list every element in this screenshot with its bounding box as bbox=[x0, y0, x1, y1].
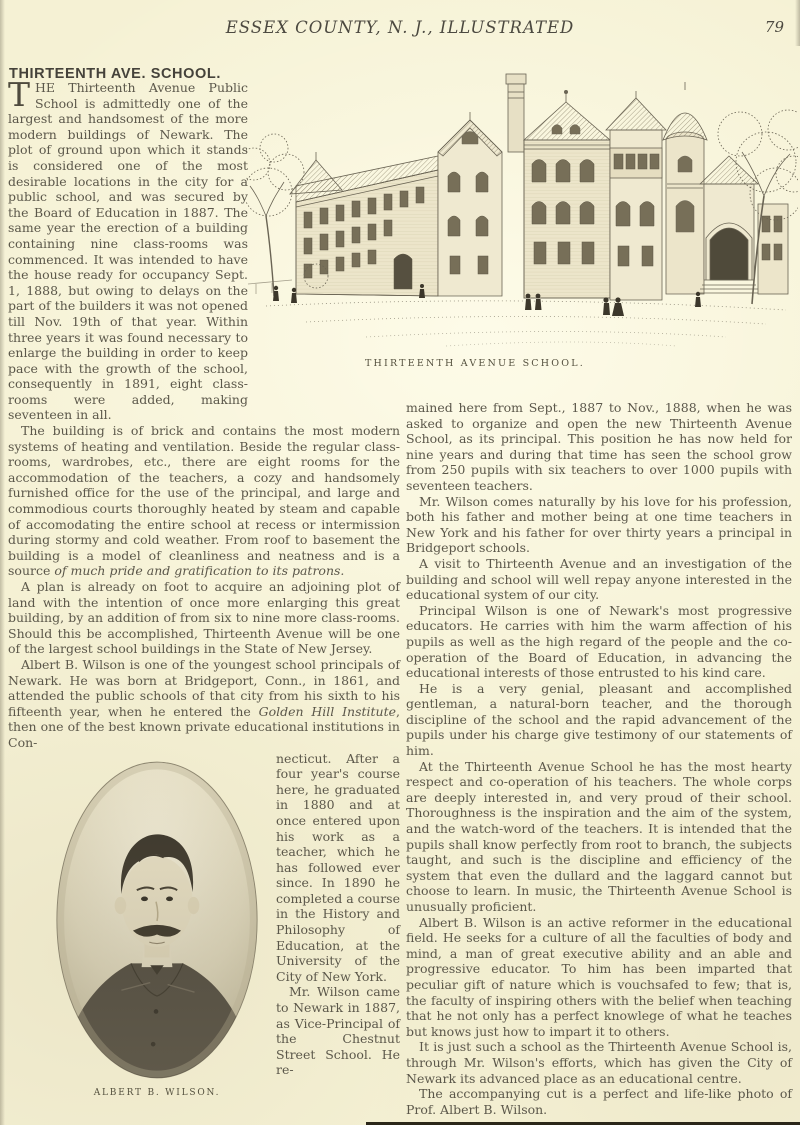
intro-text: HE Thirteenth Avenue Public School is admittedly one of the largest and handsomest of the more modern buildings of Newark. The plot of ground upon which it stands is considered one of the most desirable locations in the city for a public school, and was secured by the Board of Education in 1887. The same year the erection of a building containing nine class-rooms was commenced. It was intended to have the house ready for occupancy Sept. 1, 1888, but owing to delays on the part of the builders it was not opened till Nov. 19th of that year. Within three years it was found necessary to enlarge the building in order to keep pace with the growth of the school, consequently in 1891, eight class-rooms were added, making seventeen in all. bbox=[8, 80, 248, 423]
running-head-title: ESSEX COUNTY, N. J., ILLUSTRATED bbox=[225, 18, 575, 37]
page-number: 79 bbox=[764, 18, 784, 36]
building-paragraph-text: The building is of brick and contains the most modern systems of heating and ventilation. Beside the regular class-rooms, wardrobes, etc., there are eight rooms for the accommodation of the teachers, a cozy and handsomely furnished office for the use of the principal, and large and commodious courts thoroughly heated by steam and capable of accomodating the entire school at recess or intermission during stormy and cold weather. From roof to basement the building is a model of cleanliness and neatness and is a source bbox=[8, 423, 400, 579]
right-paragraph-6: At the Thirteenth Avenue School he has the most hearty respect and co-operation of his teachers. The whole corps are deeply interested in, and very proud of their school. Thoroughness is the inspiration and the aim of the system, and the watch-word of the teachers. It is intended that the pupils shall know perfectly from root to branch, the subjects taught, and such is the discipline and efficiency of the system that even the dullard and the laggard cannot but choose to learn. In music, the Thirteenth Avenue School is unusually proficient. bbox=[406, 758, 792, 914]
page-left-edge-shadow bbox=[0, 0, 5, 1125]
right-paragraph-9: The accompanying cut is a perfect and life-like photo of Prof. Albert B. Wilson. bbox=[406, 1086, 792, 1117]
portrait-photo bbox=[54, 759, 260, 1081]
illustration-spacer bbox=[248, 80, 400, 402]
right-paragraph-1: mained here from Sept., 1887 to Nov., 1888, when he was asked to organize and open the new Thirteenth Avenue School, as its principal. This position he has now held for nine years and during that time has seen the school grow from 250 pupils with six teachers to over 1000 pupils with seventeen teachers. bbox=[406, 400, 792, 493]
wilson-paragraph-italic: Golden Hill Institute bbox=[258, 703, 397, 719]
article-heading: THIRTEENTH AVE. SCHOOL. bbox=[9, 66, 221, 83]
wilson-paragraph-text-2: , then one of the best known private educational institutions in Con- bbox=[8, 703, 400, 750]
plan-paragraph: A plan is already on foot to acquire an adjoining plot of land with the intention of once more enlarging this great building, by an addition of from six to nine more class-rooms. Should this be accomplished, Thirteenth Avenue will be one of the largest school buildings in the State of New Jersey. bbox=[8, 579, 400, 657]
wrap-paragraph-1: necticut. After a four year's course here, he graduated in 1880 and at once entered upon his work as a teacher, which he has followed ever since. In 1890 he completed a course in the History and Philosophy of Education, at the University of the City of New York. bbox=[276, 750, 400, 984]
right-paragraph-3: A visit to Thirteenth Avenue and an investigation of the building and school will well repay anyone interested in the educational system of our city. bbox=[406, 555, 792, 603]
right-paragraph-2: Mr. Wilson comes naturally by his love for his profession, both his father and mother being at one time teachers in New York and his father for over thirty years a principal in Bridgeport schools. bbox=[406, 493, 792, 556]
right-paragraph-5: He is a very genial, pleasant and accomplished gentleman, a natural-born teacher, and the thorough discipline of the school and the rapid advancement of the pupils under his charge give testimony of our statements of him. bbox=[406, 680, 792, 759]
right-paragraph-4: Principal Wilson is one of Newark's most progressive educators. He carries with him the warm affection of his pupils as well as the high regard of the people and the co-operation of the Board of Education, in advancing the educational interests of those entrusted to his kind care. bbox=[406, 602, 792, 681]
wilson-paragraph-text: Albert B. Wilson is one of the youngest school principals of Newark. He was born at Bridgeport, Conn., in 1861, and attended the public schools of that city from his sixth to his fifteenth year, when he entered the bbox=[8, 656, 400, 719]
wilson-paragraph bbox=[8, 657, 400, 751]
left-column bbox=[8, 75, 400, 1101]
building-paragraph bbox=[8, 423, 400, 579]
right-paragraph-7: Albert B. Wilson is an active reformer in the educational field. He seeks for a culture of all the faculties of body and mind, a man of great executive ability and an able and progressive educator. To him has been imparted that peculiar gift of nature which is vouchsafed to few; that is, the faculty of inspiring others with the belief when teaching that he not only has a perfect knowlege of what he teaches but knows just how to impart it to others. bbox=[406, 914, 792, 1039]
portrait-caption: ALBERT B. WILSON. bbox=[93, 1087, 221, 1098]
building-paragraph-italic: of much pride and gratification to its patrons. bbox=[54, 563, 345, 579]
drop-cap: T bbox=[8, 75, 31, 114]
building-caption: THIRTEENTH AVENUE SCHOOL. bbox=[365, 358, 585, 369]
right-paragraph-8: It is just such a school as the Thirteenth Avenue School is, through Mr. Wilson's efforts, which has given the City of Newark its advanced place as an educational centre. bbox=[406, 1039, 792, 1086]
right-column bbox=[406, 400, 792, 1117]
portrait-figure bbox=[8, 759, 268, 1102]
wrap-paragraph-2: Mr. Wilson came to Newark in 1887, as Vice-Principal of the Chestnut Street School. He re- bbox=[276, 984, 400, 1078]
